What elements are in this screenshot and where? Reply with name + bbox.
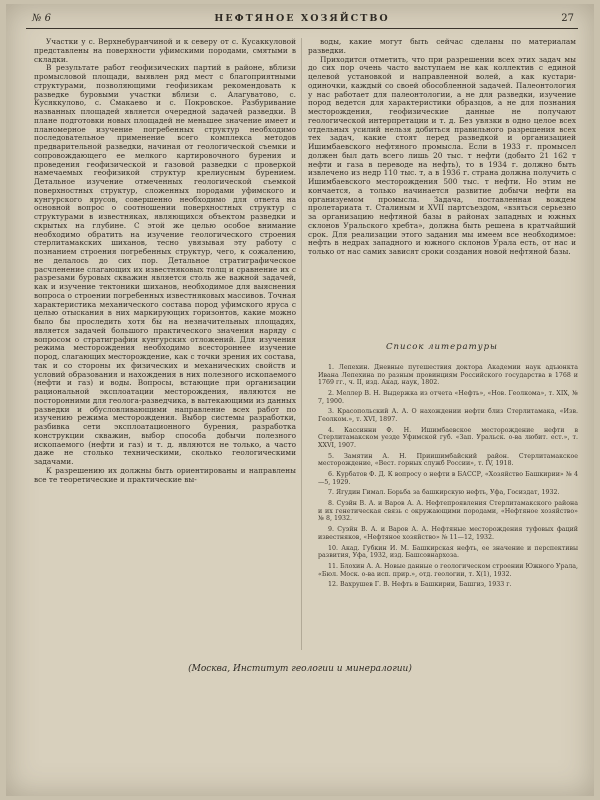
page-number: 27 xyxy=(561,13,574,24)
paragraph: Участки у с. Верхнебуранчиной и к северу от с. Кусаккуловой представлены на поверхности уфимскими породами, смятыми в складки. xyxy=(34,38,296,64)
left-column xyxy=(34,38,296,658)
right-column xyxy=(308,38,576,328)
reference-item: 4. Кассинни Ф. Н. Ишимбаевское месторождение нефти в Стерлитамакском уезде Уфимской губ. «Зап. Уральск. о-ва любит. ест.», т. XXVI, 1907. xyxy=(318,426,578,449)
reference-item: 6. Курбатов Ф. Д. К вопросу о нефти в БАССР, «Хозяйство Башкирии» № 4—5, 1929. xyxy=(318,471,578,486)
paragraph: воды, какие могут быть сейчас сделаны по материалам разведки. xyxy=(308,38,576,55)
author-affiliation: (Москва, Институт геологии и минералогии) xyxy=(188,664,412,674)
journal-page xyxy=(6,4,594,796)
journal-title: НЕФТЯНОЕ ХОЗЯЙСТВО xyxy=(214,13,390,24)
paragraph: В результате работ геофизических партий в районе, вблизи промысловой площади, выявлен ряд мест с благоприятными структурами, позволяющими геофизикам рекомендовать к разведке буровыми участки вблизи с. Алагуватово, с. Кусяккулово, с. Смакаево и с. Покровское. Разбуривание названных площадей является очередной задачей разведки. В плане подготовки новых площадей не меньшее значение имеет и планомерное изучение погребенных структур необходимо последовательное применение всего комплекса методов предварительной разведки, начиная от геологической съемки и сопровождающего ее мелкого картировочного бурения и проведения геофизической и газовой разведки с проверкой намечаемых геофизикой структур крелиусным бурением. Детальное изучение отмеченных геологической съемкой поверхностных структур, сложенных породами уфимского и кунгурского ярусов, совершенно необходимо для ответа на основной вопрос о соотношении поверхностных структур с структурами в известняках, являющихся объектом разведки и скрытых на глубине. С этой же целью особое внимание необходимо обратить на изучение геологического строения стерлитамакских шиханов, тесно увязывая эту работу с познанием строения погребенных структур, чего, к сожалению, не делалось до сих пор. Детальное стратиграфическое расчленение слагающих их известняковых толщ и сравнение их с разрезами буровых скважин является столь же важной задачей, как и изучение тектоники шиханов, необходимое для выяснения вопроса о строении погребенных известняковых массивов. Точная характеристика механического состава пород уфимского яруса с целью отыскания в них маркирующих горизонтов, какие можно было бы проследить хотя бы на незначительных площадях, является задачей большого практического значения наряду с вопросом о стратиграфии кунгурских отложений. Для изучения режима месторождения необходимо всестороннее изучение пород, слагающих месторождение, как с точки зрения их состава, так и со стороны их физических и механических свойств и условий образования и нахождения в них полезного ископаемого (нефти и газ) и воды. Вопросы, встающие при организации рациональной эксплоатации месторождения, являются не посторонними для геолога-разведчика, в вытекающими из данных разведки и обусловливающими направление всех работ по изучению режима месторождения. Выбор системы разработки, разбивка сети эксплоатационного бурения, разработка конструкции скважин, выбор способа добычи полезного ископаемого (нефти и газ) и т. д. являются не только, а часто даже не столько техническими, сколько геологическими задачами. xyxy=(34,63,296,466)
reference-item: 3. Красопольский А. А. О нахождении нефти близ Стерлитамака, «Изв. Геолком.», т. XVI, 1897. xyxy=(318,408,578,423)
reference-item: 11. Блохин А. А. Новые данные о геологическом строении Южного Урала, «Бюл. Моск. о-ва исп. прир.», отд. геологии, т. X(1), 1932. xyxy=(318,562,578,578)
reference-item: 9. Суэйн В. А. и Варов А. А. Нефтяные месторождения туфовых фаций известняков, «Нефтяное хозяйство» № 11—12, 1932. xyxy=(318,526,578,541)
reference-item: 1. Лепехин. Дневные путешествия доктора Академии наук адъюнкта Ивана Лепехина по разным провинциям Российского государства в 1768 и 1769 гг., ч. II, изд. Акад. наук, 1802. xyxy=(318,364,578,387)
column-divider xyxy=(301,38,302,650)
reference-item: 8. Суэйн В. А. и Варов А. А. Нефтепроявления Стерлитамакского района и их генетическая связь с окружающими породами, «Нефтяное хозяйство» № 8, 1932. xyxy=(318,500,578,523)
reference-item: 12. Вахрушев Г. В. Нефть в Башкирии, Башгиз, 1933 г. xyxy=(328,581,512,589)
running-header xyxy=(26,10,578,29)
references-title: Список литературы xyxy=(386,342,498,352)
references-list xyxy=(318,364,578,592)
reference-item: 2. Меллер В. Н. Выдержка из отчета «Нефть», «Нов. Геолкома», т. XIX, № 7, 1900. xyxy=(318,389,578,405)
paragraph: К разрешению их должны быть ориентированы и направлены все те теоретические и практические вы- xyxy=(34,465,296,484)
paragraph: Приходится отметить, что при разрешении всех этих задач мы до сих пор очень часто выступаем не как коллектив с единой целевой установкой и направленной волей, а как кустари-одиночки, каждый со своей обособленной задачей. Палеонтология у нас работает для палеонтологии, а не для разведки, изучение пород ведется для характеристики образцов, а не для познания месторождения, геофизические данные не получают геологической интерпретации и т. д. Без увязки в одно целое всех отдельных усилий нельзя добиться правильного разрешения всех тех задач, какие стоят перед разведкой и организацией Ишимбаевского нефтяного промысла. Если в 1933 г. промысел должен был дать всего лишь 20 тыс. т нефти (добыто 21 162 т нефти и газа в переводе на нефть), то в 1934 г. должно быть извлечено из недр 110 тыс. т, а в 1936 г. страна должна получить с Ишимбаевского месторождения 500 тыс. т нефти. Но этим не кончается, а только начинается развитие добычи нефти на организуемом промысла. Задача, поставленная вождем пролетариата т. Сталиным и XVII партсъездом, «взяться серьезно за организацию нефтяной базы в районах западных и южных склонов Уральского хребта», должна быть решена в кратчайший срок. Для реализации этого задания мы имеем все необходимое: нефть в недрах западного и южного склонов Урала есть, от нас и только от нас самих зависят сроки создания новой нефтяной базы. xyxy=(308,54,576,256)
reference-item: 10. Акад. Губкин И. М. Башкирская нефть, ее значение и перспективы развития, Уфа, 1932, изд. Башсовнархоза. xyxy=(318,544,578,560)
reference-item: 5. Замятин А. Н. Приишимбайский район. Стерлитамакское месторождение, «Вест. горных служб России», т. IV, 1918. xyxy=(318,452,578,468)
issue-number: № 6 xyxy=(32,13,52,24)
reference-item: 7. Ягудин Гимал. Борьба за башкирскую нефть, Уфа, Госиздат, 1932. xyxy=(328,489,560,497)
